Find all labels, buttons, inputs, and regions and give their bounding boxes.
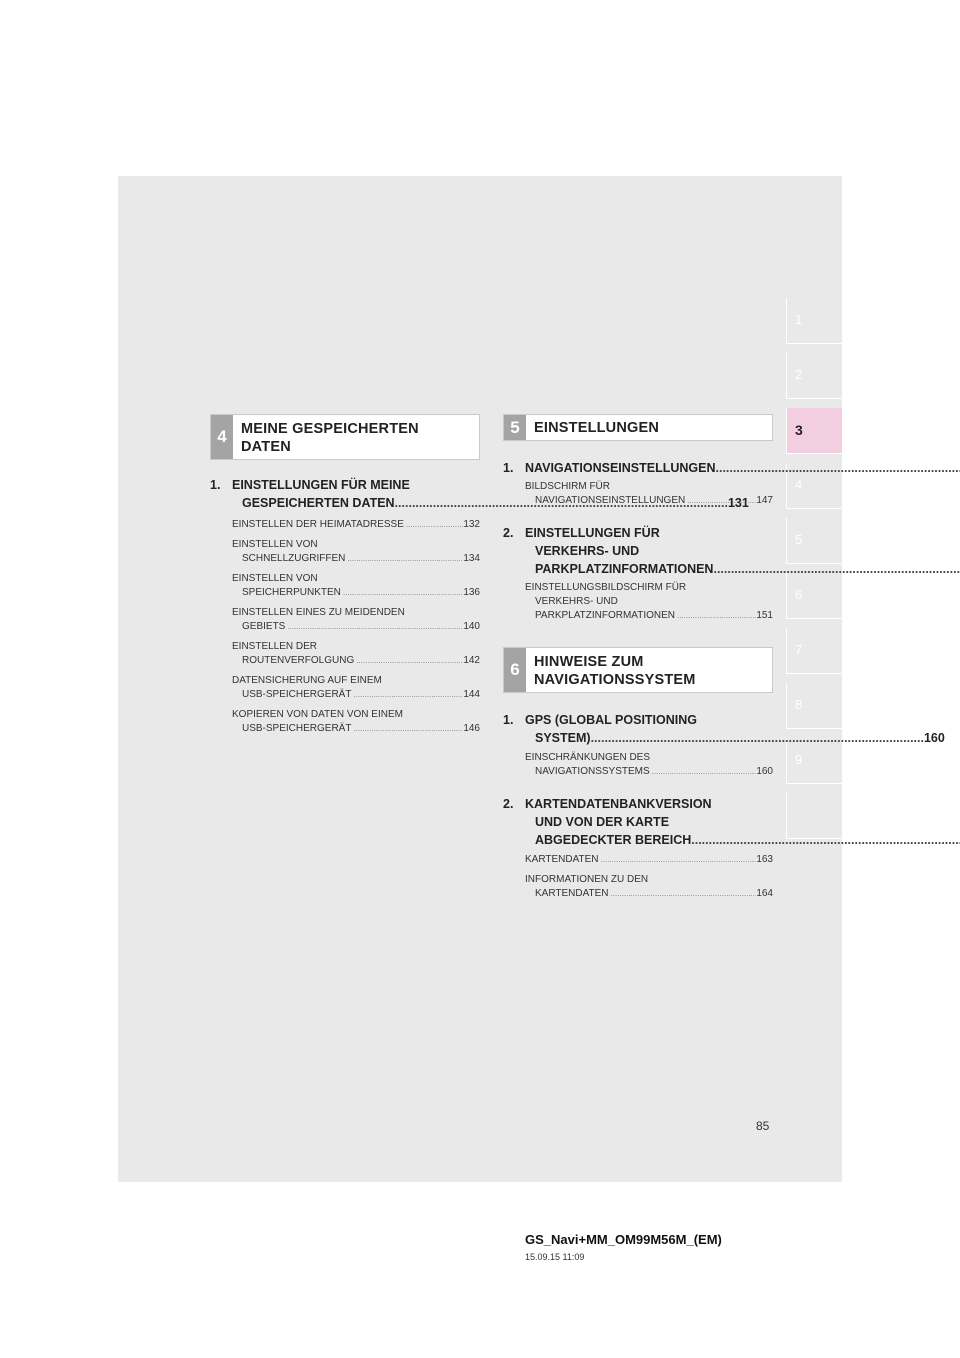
toc-entry[interactable]: INFORMATIONEN ZU DEN KARTENDATEN ..... 164: [525, 873, 773, 901]
tab-7[interactable]: 7: [786, 628, 842, 674]
chapter-entry[interactable]: 1. GPS (GLOBAL POSITIONING SYSTEM) ..... 160: [503, 711, 773, 747]
section-header-6: [503, 647, 773, 693]
tab-4[interactable]: 4: [786, 463, 842, 509]
page-number: 85: [756, 1119, 770, 1133]
right-column: [503, 414, 945, 901]
toc-entry[interactable]: KOPIEREN VON DATEN VON EINEM USB-SPEICHERGERÄT ..... 146: [232, 708, 480, 736]
chapter-entry[interactable]: 2. KARTENDATENBANKVERSION UND VON DER KARTE ABGEDECKTER BEREICH .....: [503, 795, 773, 849]
tab-6[interactable]: 6: [786, 573, 842, 619]
section-header-5: [503, 414, 773, 441]
footer-code: GS_Navi+MM_OM99M56M_(EM): [525, 1232, 722, 1247]
toc-entry[interactable]: BILDSCHIRM FÜR NAVIGATIONSEINSTELLUNGEN ..... 147: [525, 480, 773, 508]
toc-entry[interactable]: EINSCHRÄNKUNGEN DES NAVIGATIONSSYSTEMS ..... 160: [525, 751, 773, 779]
tab-3[interactable]: 3: [786, 408, 842, 454]
tab-9[interactable]: 9: [786, 738, 842, 784]
toc-entry[interactable]: EINSTELLEN VON SCHNELLZUGRIFFEN ..... 134: [232, 538, 480, 566]
tab-2[interactable]: 2: [786, 353, 842, 399]
section-number: 4: [211, 415, 233, 459]
toc-entry[interactable]: EINSTELLEN EINES ZU MEIDENDEN GEBIETS ..... 140: [232, 606, 480, 634]
toc-entry[interactable]: KARTENDATEN ..... 163: [525, 853, 773, 867]
tab-5[interactable]: 5: [786, 518, 842, 564]
toc-entry[interactable]: EINSTELLEN DER HEIMATADRESSE ..... 132: [232, 518, 480, 532]
footer-date: 15.09.15 11:09: [525, 1252, 585, 1262]
chapter-entry[interactable]: 2. EINSTELLUNGEN FÜR VERKEHRS- UND PARKPLATZINFORMATIONEN .....: [503, 524, 773, 578]
section-title: HINWEISE ZUM NAVIGATIONSSYSTEM: [534, 654, 696, 688]
section-title: EINSTELLUNGEN: [534, 420, 660, 436]
toc-entry[interactable]: EINSTELLUNGSBILDSCHIRM FÜR VERKEHRS- UND PARKPLATZINFORMATIONEN ..... 151: [525, 581, 773, 623]
section-header-4: [210, 414, 480, 460]
chapter-entry[interactable]: 1. EINSTELLUNGEN FÜR MEINE GESPEICHERTEN DATEN ..... 131: [210, 476, 480, 512]
chapter-entry[interactable]: 1. NAVIGATIONSEINSTELLUNGEN .....: [503, 459, 773, 477]
tab-1[interactable]: 1: [786, 298, 842, 344]
section-number: 6: [504, 648, 526, 692]
toc-entry[interactable]: EINSTELLEN DER ROUTENVERFOLGUNG ..... 142: [232, 640, 480, 668]
toc-entry[interactable]: EINSTELLEN VON SPEICHERPUNKTEN ..... 136: [232, 572, 480, 600]
section-title: MEINE GESPEICHERTEN DATEN: [241, 421, 419, 455]
toc-entry[interactable]: DATENSICHERUNG AUF EINEM USB-SPEICHERGERÄT ..... 144: [232, 674, 480, 702]
tab-8[interactable]: 8: [786, 683, 842, 729]
section-number: 5: [504, 415, 526, 440]
